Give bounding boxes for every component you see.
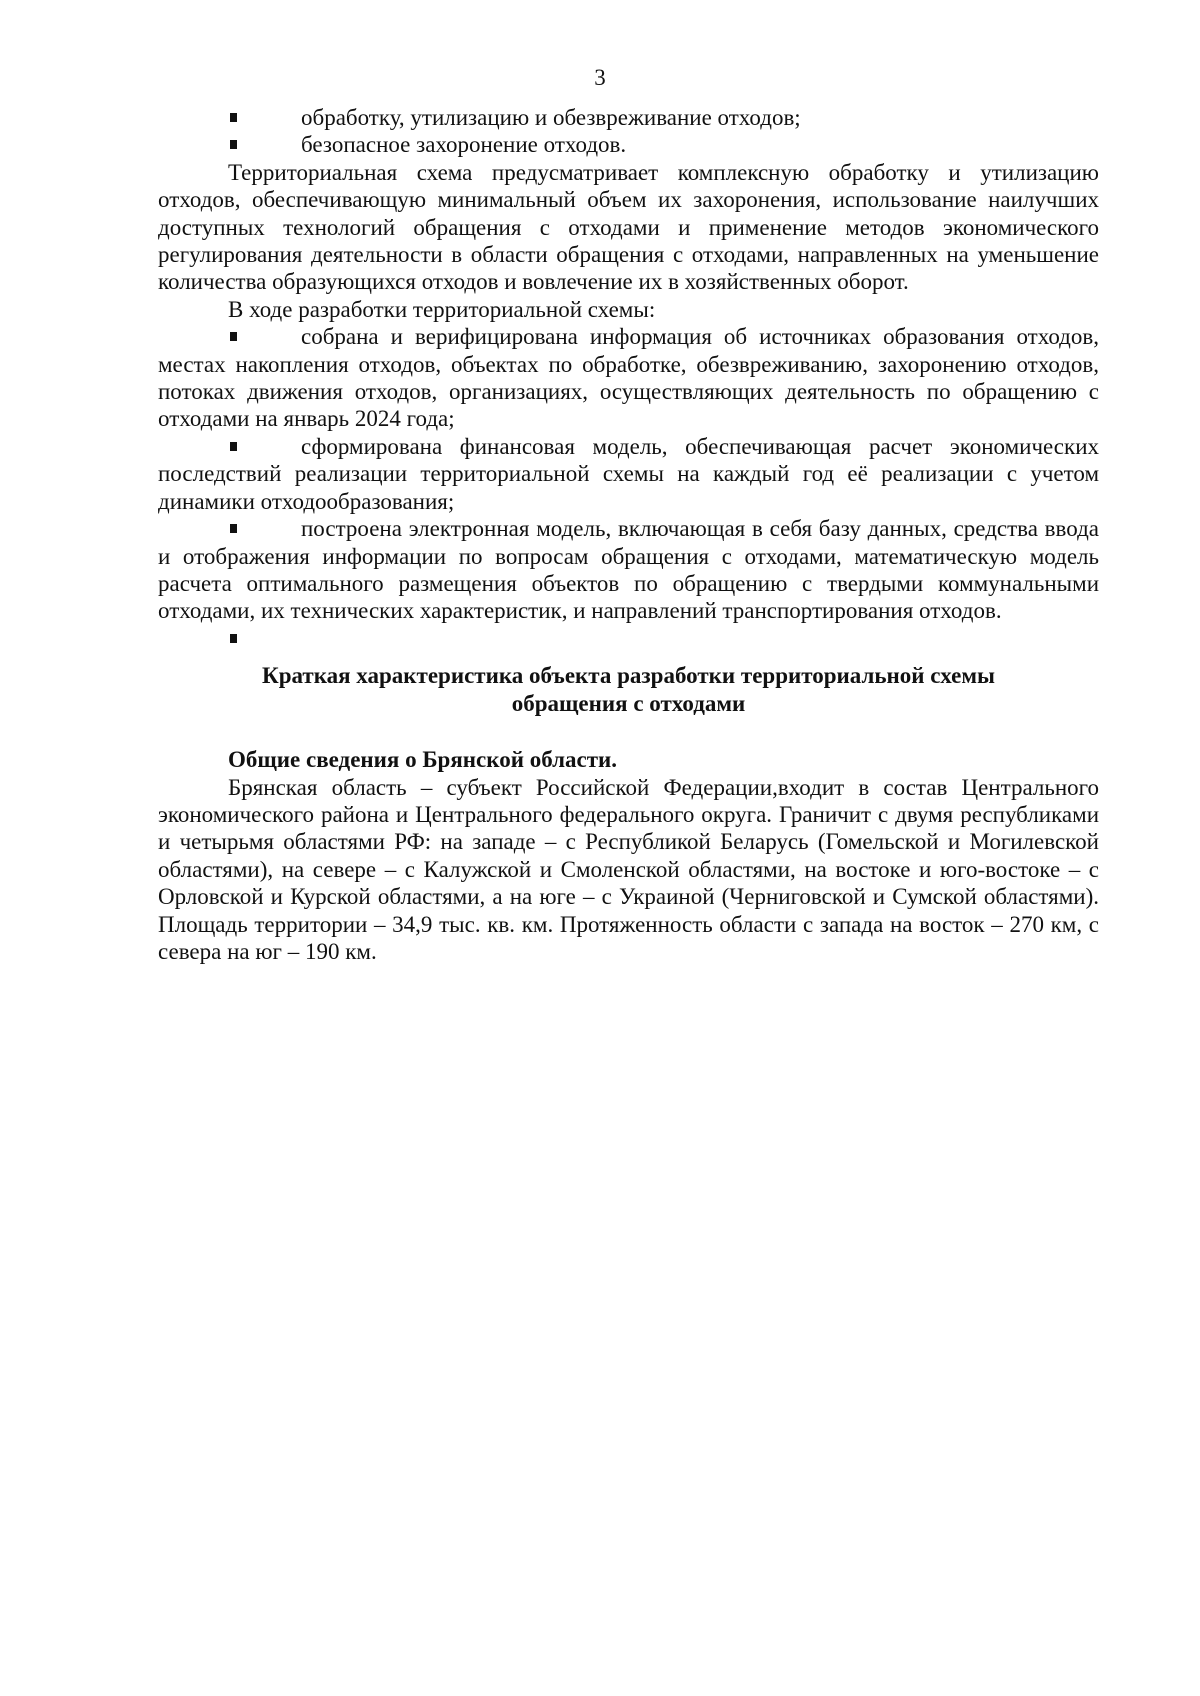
paragraph-region: Брянская область – субъект Российской Федерации,входит в состав Центрального экономического района и Центрального федерального округа. Граничит с двумя республиками и четырьмя областями РФ: на западе – с Республикой Беларусь (Гомельской и Могилевской областями), на севере – с Калужской и Смоленской областями, на востоке и юго-востоке – с Орловской и Курской областями, а на юге – с Украиной (Черниговской и Сумской областями). Площадь территории – 34,9 тыс. кв. км. Протяженность области с запада на восток – 270 км, с севера на юг – 190 км. [158, 774, 1099, 964]
paragraph-scheme: Территориальная схема предусматривает комплексную обработку и утилизацию отходов, обеспечивающую минимальный объем их захоронения, использование наилучших доступных технологий обращения с отходами и применение методов экономического регулирования деятельности в области обращения с отходами, направленных на уменьшение количества образующихся отходов и вовлечение их в хозяйственных оборот. [158, 159, 1099, 295]
list-item [158, 433, 1099, 515]
bullet-icon [230, 332, 237, 341]
list-item-text: безопасное захоронение отходов. [301, 132, 627, 158]
section-heading-line: Краткая характеристика объекта разработки территориальной схемы [262, 663, 995, 689]
page-content [158, 104, 1099, 965]
subheading: Общие сведения о Брянской области. [228, 747, 618, 773]
list-item [158, 104, 1099, 131]
list-item [158, 323, 1099, 433]
bullet-icon [230, 634, 237, 643]
list-item-text: обработку, утилизацию и обезвреживание отходов; [301, 105, 801, 130]
bullet-icon [230, 140, 237, 149]
page-number: 3 [594, 65, 606, 90]
bullet-icon [230, 524, 237, 533]
list-item-text: построена электронная модель, включающая в себя базу данных, средства ввода и отображения информации по вопросам обращения с отходами, математическую модель расчета оптимального размещения объектов по обращению с твердыми коммунальными отходами, их технических характеристик, и направлений транспортирования отходов. [158, 516, 1099, 624]
bullet-icon [230, 113, 237, 122]
paragraph-development-intro: В ходе разработки территориальной схемы: [228, 296, 656, 322]
list-item-text: собрана и верифицирована информация об источниках образования отходов, местах накопления отходов, объектах по обработке, обезвреживанию, захоронению отходов, потоках движения отходов, организациях, осуществляющих деятельность по обращению с отходами на январь 2024 года; [158, 324, 1099, 432]
list-item [158, 131, 1099, 158]
list-item [158, 515, 1099, 625]
list-item-empty [158, 625, 1099, 652]
list-item-text: сформирована финансовая модель, обеспечивающая расчет экономических последствий реализации территориальной схемы на каждый год её реализации с учетом динамики отходообразования; [158, 433, 1099, 514]
section-heading [158, 662, 1099, 718]
section-heading-line: обращения с отходами [511, 691, 746, 717]
bullet-icon [230, 442, 237, 451]
